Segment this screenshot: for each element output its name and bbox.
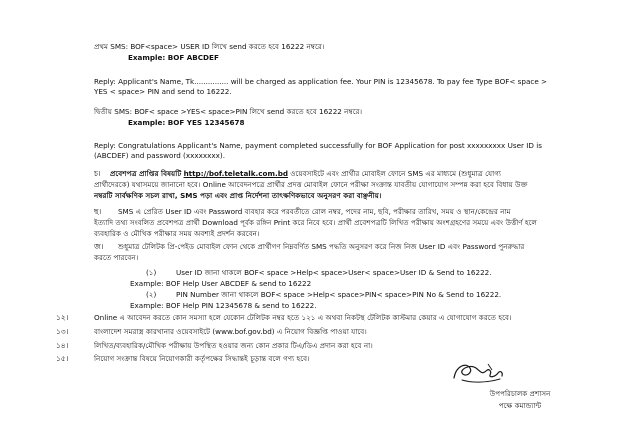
item-15-number: ১৫। [56, 354, 69, 363]
ja-sub2-example: Example: BOF Help PIN 12345678 & send to 16222. [130, 301, 317, 310]
reply2-line1: Reply: Congratulations Applicant's Name, payment completed successfully for BOF Application for post xxxxxxxxx User ID is [94, 141, 542, 150]
item-chha-line2: ইত্যাদি তথ্য সংবলিত প্রবেশপত্র প্রার্থী Download পূর্বক রঙ্গিন Print করে নিবে হবে। প্রার্থী প্রবেশপত্রটি লিখিত পরীক্ষায় অংশগ্রহণের সময়ে এবং উত্তীর্ণ হলে [94, 218, 537, 227]
item-14-number: ১৪। [56, 341, 69, 350]
item-chha-index: ছ। [94, 207, 102, 216]
item-14-text: লিখিত/ব্যবহারিক/মৌখিক পরীক্ষায় উপস্থিত হওয়ার জন্য কোন প্রকার টিএ/ডিএ প্রদান করা হবে না। [94, 341, 373, 350]
handwritten-signature [448, 356, 508, 388]
item-cha-index: চ। [94, 169, 101, 178]
item-12-text: Online এ আবেদন করতে কোন সমস্যা হলে যেকোন টেলিটক নম্বর হতে ১২১ এ অথবা নিকটস্থ টেলিটক কাস্টমার কেয়ার এ যোগাযোগ করতে হবে। [94, 313, 512, 322]
item-chha-line1: SMS এ প্রেরিত User ID এবং Password ব্যবহার করে পরবর্তীতে রোল নম্বর, পদের নাম, ছবি, পরীক্ষার তারিখ, সময় ও স্থান/কেন্দ্রের নাম [118, 207, 511, 216]
sms2-example: Example: BOF YES 12345678 [128, 118, 245, 127]
teletalk-url-link[interactable]: http://bof.teletalk.com.bd [183, 169, 288, 178]
reply1-line2: YES < space> PIN and send to 16222. [94, 87, 232, 96]
item-cha-line1 [110, 169, 501, 178]
signatory-on-behalf: পক্ষে কমান্ড্যান্ট [498, 401, 542, 410]
item-13-number: ১৩। [56, 327, 69, 336]
item-15-text: নিয়োগ সংক্রান্ত বিষয়ে নিয়োগকারী কর্তৃপক্ষের সিদ্ধান্তই চূড়ান্ত বলে গণ্য হবে। [94, 354, 310, 363]
item-ja-line2: করতে পারবেন। [94, 253, 139, 262]
ja-sub1-example: Example: BOF Help User ABCDEF & send to 16222 [130, 279, 312, 288]
ja-sub1-text: User ID জানা থাকলে BOF< space >Help< space>User< space>User ID & Send to 16222. [176, 268, 492, 277]
item-12-number: ১২। [56, 313, 69, 322]
sms2-instruction: দ্বিতীয় SMS: BOF< space >YES< space>PIN লিখে send করতে হবে 16222 নম্বরে। [94, 107, 363, 116]
reply2-line2: (ABCDEF) and password (xxxxxxxx). [94, 151, 225, 160]
item-ja-line1: শুধুমাত্র টেলিটক প্রি-পেইড মোবাইল ফোন থেকে প্রার্থীগণ নিম্নবর্ণিত SMS পদ্ধতি অনুসরণ করে নিজ নিজ User ID এবং Password পুনরুদ্ধার [118, 242, 525, 251]
signatory-title: উপপরিচালক প্রশাসন [489, 389, 551, 398]
ja-sub1-number: (১) [146, 268, 157, 277]
item-ja-index: জ। [94, 242, 104, 251]
cha-lead: প্রবেশপত্র প্রাপ্তির বিষয়টি [110, 169, 182, 178]
ja-sub2-text: PIN Number জানা থাকলে BOF< space >Help< space>PIN< space>PIN No & Send to 16222. [176, 290, 502, 299]
reply1-line1: Reply: Applicant's Name, Tk............... will be charged as application fee. Your PIN is 12345678. To pay fee Type BOF< space > [94, 77, 548, 86]
sms1-example: Example: BOF ABCDEF [128, 53, 219, 62]
sms1-instruction: প্রথম SMS: BOF<space> USER ID লিখে send করতে হবে 16222 নম্বরে। [94, 42, 325, 51]
item-13-text: বাংলাদেশ সমরাস্ত্র কারখানার ওয়েবসাইটে (www.bof.gov.bd) এ নিয়োগ বিজ্ঞপ্তি পাওয়া যাবে। [94, 327, 367, 336]
item-chha-line3: ব্যবহারিক ও মৌখিক পরীক্ষার সময় অবশ্যই প্রদর্শন করবেন। [94, 229, 260, 238]
item-cha-line2: প্রার্থীদেরকে) যথাসময়ে জানানো হবে। Online আবেদনপত্রে প্রার্থীর প্রদত্ত মোবাইল ফোনে পরীক্ষা সংক্রান্ত যাবতীয় যোগাযোগ সম্পন্ন করা হবে বিধায় উক্ত [94, 180, 528, 189]
cha-rest: ওয়েবসাইটে এবং প্রার্থীর মোবাইল ফোনে SMS এর মাধ্যমে (শুধুমাত্র যোগ্য [287, 169, 502, 178]
item-cha-line3: নম্বরটি সার্বক্ষণিক সচল রাখা, SMS পড়া এবং প্রাপ্ত নির্দেশনা তাৎক্ষণিকভাবে অনুসরণ করা বাঞ্ছনীয়। [94, 191, 382, 200]
ja-sub2-number: (২) [146, 290, 157, 299]
